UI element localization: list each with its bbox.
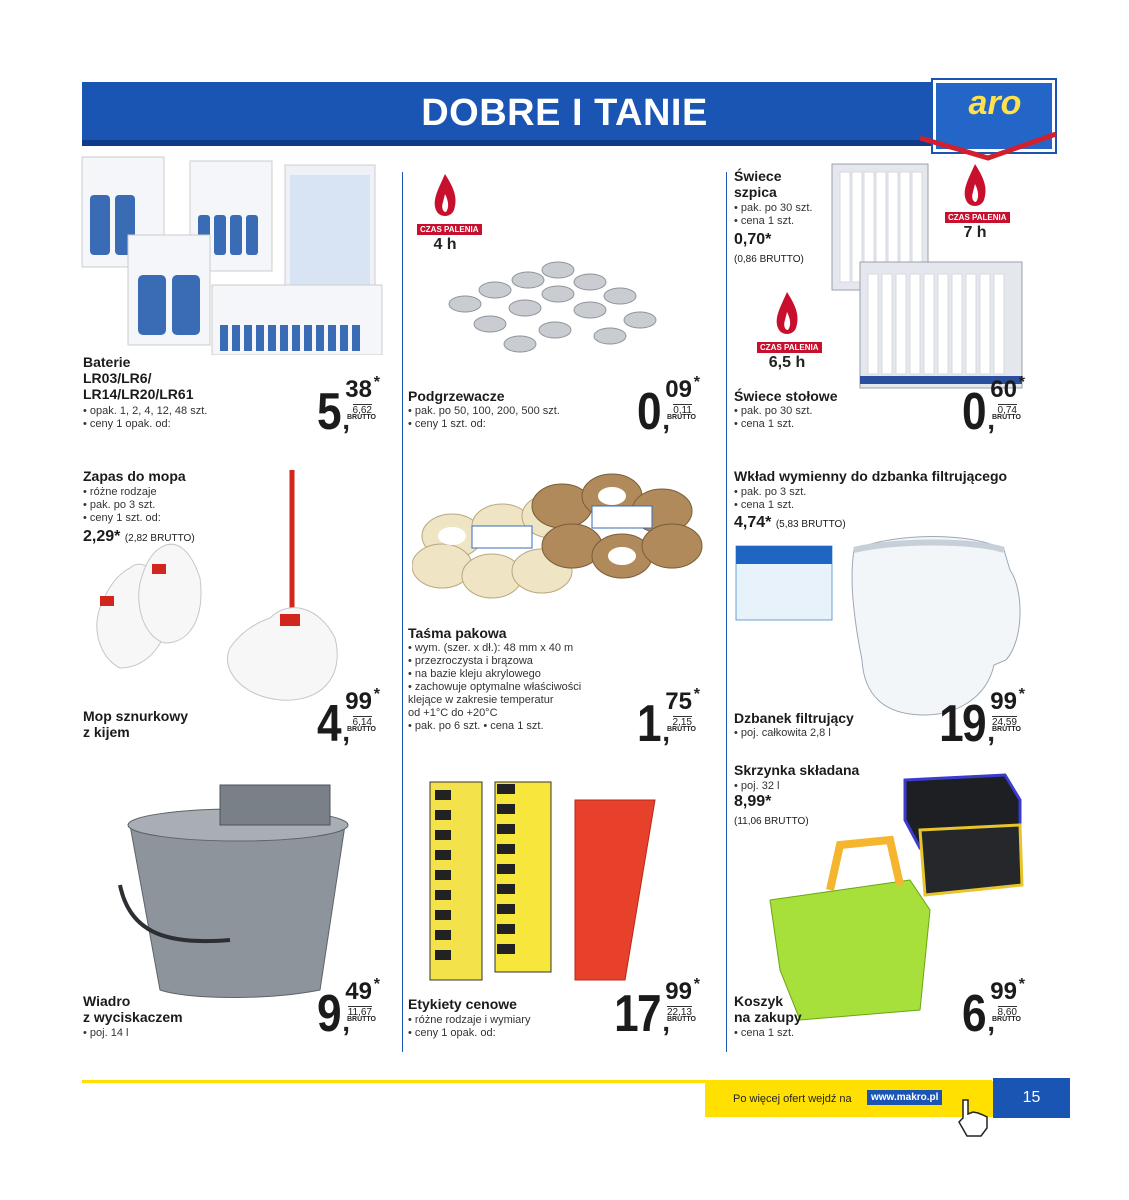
burn-time-value: 4 h (433, 236, 457, 253)
candles-image (830, 162, 1030, 392)
product-details-tasma: • wym. (szer. x dł.): 48 mm x 40 m • przezroczysta i brązowa • na bazie kleju akrylowego • zachowuje optymalne właściwości klejące w zakresie temperatur od +1°C do +20°C • pak. po 6 szt. • cena 1 szt. (408, 642, 581, 733)
product-name-koszyk: Koszyk na zakupy (734, 993, 802, 1025)
product-name-wiadro: Wiadro z wyciskaczem (83, 993, 183, 1025)
subprice-zapas: 2,29* (2,82 BRUTTO) (83, 528, 195, 545)
logo-ribbon-icon (918, 132, 1058, 162)
price-dzbanek: 19 , 99 * 24,59 BRUTTO (939, 686, 1025, 753)
price-mop: 4 , 99 * 6,14 BRUTTO (317, 686, 380, 753)
hand-cursor-icon (955, 1098, 991, 1138)
product-name-mop: Mop sznurkowy z kijem (83, 708, 189, 740)
product-name-etykiety: Etykiety cenowe (408, 996, 517, 1012)
column-divider-right (726, 172, 727, 1052)
subprice-swiece-szpica: 0,70* (0,86 BRUTTO) (734, 231, 804, 265)
flame-icon (960, 162, 990, 214)
price-baterie: 5 , 38 * 6,62 BRUTTO (317, 374, 380, 441)
product-name-baterie: Baterie LR03/LR6/ LR14/LR20/LR61 (83, 354, 194, 402)
product-details-podgrzewacze: • pak. po 50, 100, 200, 500 szt. • ceny 1 szt. od: (408, 405, 560, 431)
subprice-skrzynka: 8,99* (11,06 BRUTTO) (734, 793, 809, 827)
product-details-skrzynka: • poj. 32 l (734, 780, 779, 793)
product-details-baterie: • opak. 1, 2, 4, 12, 48 szt. • ceny 1 opak. od: (83, 405, 207, 431)
product-name-wklad: Wkład wymienny do dzbanka filtrującego (734, 468, 1008, 484)
price-wiadro: 9 , 49 * 11,67 BRUTTO (317, 976, 380, 1043)
burn-time-value: 7 h (963, 224, 987, 241)
product-name-dzbanek: Dzbanek filtrujący (734, 710, 854, 726)
product-details-dzbanek: • poj. całkowita 2,8 l (734, 727, 831, 740)
product-name-swiece-stolowe: Świece stołowe (734, 388, 838, 404)
column-divider-left (402, 172, 403, 1052)
burn-time-value: 6,5 h (768, 354, 806, 371)
burn-time-label: CZAS PALENIA (945, 212, 1010, 223)
price-tasma: 1 , 75 * 2,15 BRUTTO (637, 686, 700, 753)
price-etykiety: 17 , 99 * 22,13 BRUTTO (614, 976, 700, 1043)
product-name-tasma: Taśma pakowa (408, 625, 507, 641)
price-swiece-stolowe: 0 , 60 * 0,74 BRUTTO (962, 374, 1025, 441)
product-details-swiece-stolowe: • pak. po 30 szt. • cena 1 szt. (734, 405, 812, 431)
product-details-zapas: • różne rodzaje • pak. po 3 szt. • ceny 1 szt. od: (83, 486, 161, 525)
product-name-zapas: Zapas do mopa (83, 468, 186, 484)
price-labels-image (425, 780, 665, 985)
product-details-wiadro: • poj. 14 l (83, 1027, 128, 1040)
mop-image (80, 468, 380, 708)
page-number: 15 (993, 1078, 1070, 1118)
batteries-image (80, 155, 390, 355)
page-title: DOBRE I TANIE (421, 92, 708, 134)
burn-time-label: CZAS PALENIA (757, 342, 822, 353)
bucket-image (110, 775, 370, 1005)
header-stripe (82, 140, 1047, 146)
product-details-koszyk: • cena 1 szt. (734, 1027, 794, 1040)
product-details-wklad: • pak. po 3 szt. • cena 1 szt. (734, 486, 806, 512)
product-name-podgrzewacze: Podgrzewacze (408, 388, 505, 404)
flame-icon (772, 290, 802, 342)
tealights-image (440, 258, 665, 358)
flame-icon (430, 172, 460, 224)
product-details-swiece-szpica: • pak. po 30 szt. • cena 1 szt. (734, 202, 812, 228)
footer-cta-text: Po więcej ofert wejdź na (733, 1093, 852, 1105)
subprice-wklad: 4,74* (5,83 BRUTTO) (734, 514, 846, 531)
tape-image (412, 466, 712, 616)
aro-logo-text: aro (968, 84, 1022, 122)
price-koszyk: 6 , 99 * 8,60 BRUTTO (962, 976, 1025, 1043)
product-details-etykiety: • różne rodzaje i wymiary • ceny 1 opak. od: (408, 1014, 530, 1040)
product-name-skrzynka: Skrzynka składana (734, 762, 860, 778)
product-name-swiece-szpica: Świece szpica (734, 168, 782, 200)
price-podgrzewacze: 0 , 09 * 0,11 BRUTTO (637, 374, 700, 441)
website-link[interactable]: www.makro.pl (867, 1090, 942, 1105)
burn-time-label: CZAS PALENIA (417, 224, 482, 235)
